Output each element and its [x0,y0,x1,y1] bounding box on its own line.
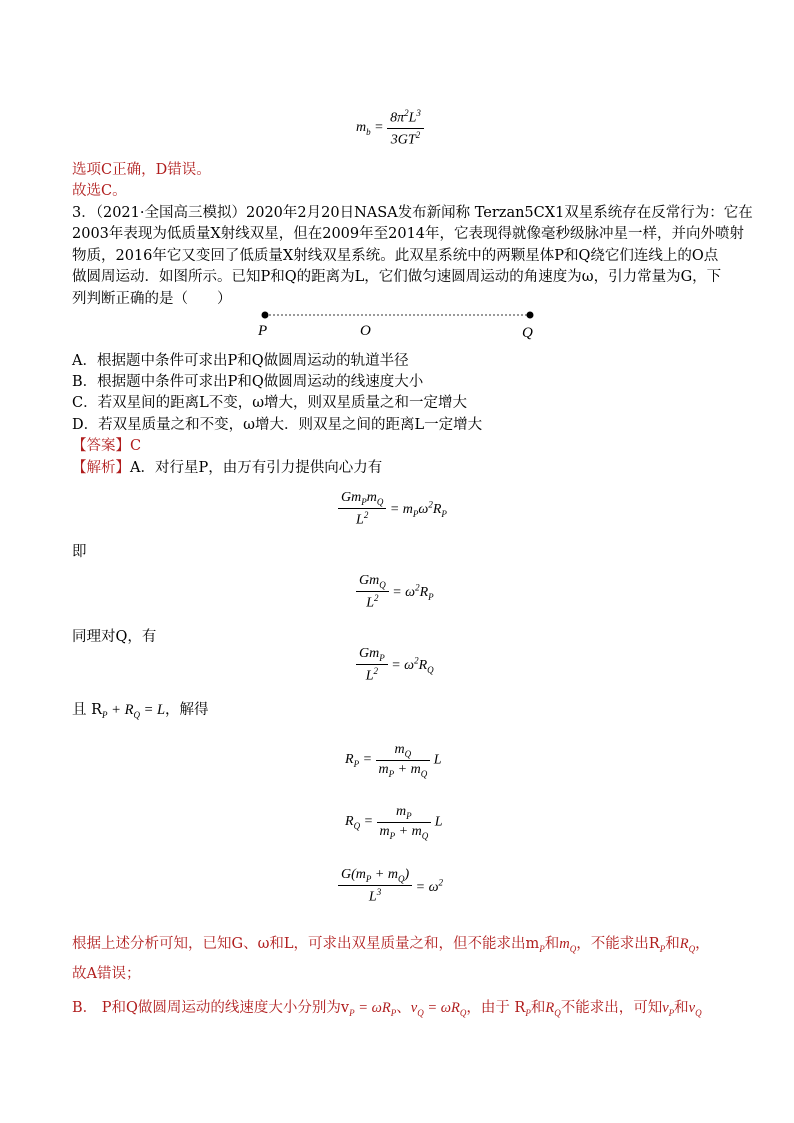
answer-line: 【答案】C [72,438,142,454]
prev-answer: 故选C。 [72,183,127,199]
option-d: D．若双星质量之和不变，ω增大．则双星之间的距离L一定增大 [72,417,483,433]
question-line-2: 2003年表现为低质量X射线双星，但在2009年至2014年，它表现得就像毫秒级脉冲星一样，并向外喷射 [72,226,745,242]
conclusion-line-2: 故A错误； [72,966,141,982]
question-line-4: 做圆周运动．如图所示。已知P和Q的距离为L，它们做匀速圆周运动的角速度为ω，引力常量为G，下 [72,269,722,285]
formula-mb: $m_b$ = $\frac{8\pi^2L^3}{3GT^2}$ [356,108,424,148]
formula-omega-rp: $\frac{Gm_Q}{L^2}$ = $\omega^2R_P$ [356,573,434,611]
question-line-3: 物质，2016年它又变回了低质量X射线双星系统。此双星系统中的两颗星体P和Q绕它们连线上的O点 [72,248,719,264]
analysis-intro: 【解析】A．对行星P，由万有引力提供向心力有 [72,460,383,476]
question-line-1: 3．（2021·全国高三模拟）2020年2月20日NASA发布新闻称 Terzan5CX1双星系统存在反常行为：它在 [72,205,753,221]
label-q: Q [522,325,533,341]
formula-gravity-p: $\frac{Gm_Pm_Q}{L^2}$ = $m_P\omega^2R_P$ [338,490,447,528]
formula-rp: $R_P$ = $\frac{m_Q}{m_P + m_Q}$ L [345,742,442,779]
option-c: C．若双星间的距离L不变，ω增大，则双星质量之和一定增大 [72,395,468,411]
and-text: 且 $R_P + R_Q = L$，解得 [72,702,209,720]
formula-total-mass: $\frac{G(m_P + m_Q)}{L^3}$ = $\omega^2$ [338,867,443,905]
option-a: A．根据题中条件可求出P和Q做圆周运动的轨道半径 [72,353,409,369]
question-line-5: 列判断正确的是（ ） [72,291,232,307]
binary-star-figure [250,305,550,345]
ji-text: 即 [72,544,87,560]
prev-conclusion: 选项C正确，D错误。 [72,162,211,178]
star-p [262,312,269,319]
formula-rq: $R_Q$ = $\frac{m_P}{m_P + m_Q}$ L [345,804,443,841]
conclusion-line-1: 根据上述分析可知，已知G、ω和L，可求出双星质量之和，但不能求出$m_P$和$m_Q$，不能求出$R_P$和$R_Q$， [72,936,710,954]
label-p: P [258,323,268,339]
label-o: O [360,323,371,339]
formula-omega-rq: $\frac{Gm_P}{L^2}$ = $\omega^2R_Q$ [356,646,434,684]
option-b: B．根据题中条件可求出P和Q做圆周运动的线速度大小 [72,374,424,390]
b-analysis-line: B． P和Q做圆周运动的线速度大小分别为$v_P = \omega R_P$、$v_Q = \omega R_Q$，由于 $R_P$和$R_Q$不能求出，可知$v_P$和$v_Q$ [72,1000,702,1018]
star-q [527,312,534,319]
same-q-text: 同理对Q，有 [72,629,157,645]
